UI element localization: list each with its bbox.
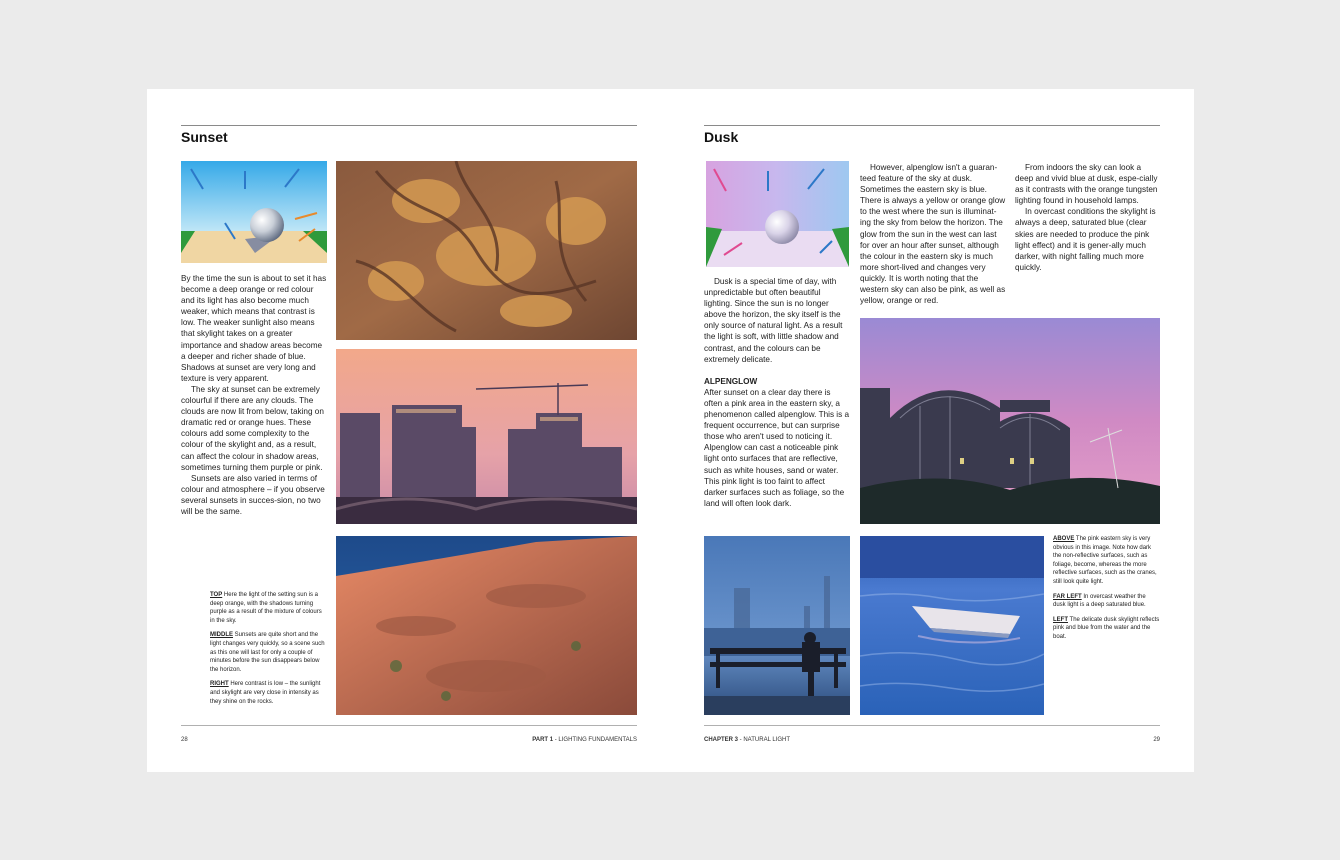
running-footer-left: [532, 737, 637, 743]
caption-key-middle: MIDDLE: [210, 632, 233, 639]
dusk-column-1: [704, 276, 850, 509]
caption-text-far-left: In overcast weather the dusk light is a deep saturated blue.: [1053, 593, 1146, 609]
caption-text-middle: Sunsets are quite short and the light changes very quickly, so a scene such as this one will last for only a couple of minutes before the sun disappears below the horizon.: [210, 632, 325, 673]
footer-part-label: PART 1: [532, 737, 554, 743]
caption-text-left: The delicate dusk skylight reflects pink and blue from the water and the boat.: [1053, 616, 1160, 640]
alpenglow-subheading: ALPENGLOW: [704, 376, 758, 386]
caption-text-right: Here contrast is low – the sunlight and skylight are very close in intensity as they shine on the rocks.: [210, 681, 321, 705]
page-title-sunset: Sunset: [181, 129, 228, 145]
caption-text-top: Here the light of the setting sun is a deep orange, with the shadows turning purple as a result of the mixture of colours in the sky.: [210, 592, 322, 624]
caption-key-top: TOP: [210, 592, 223, 598]
top-rule-right: [704, 125, 1160, 126]
dusk-paragraph-col2: However, alpenglow isn't a guaran-teed feature of the sky at dusk. Sometimes the eastern sky is blue. There is always a yellow or orange glow to the west where the sun is illuminat-ing the sky from below the horizon. The glow from the sun in the west can last for over an hour after sunset, although the colour in the eastern sky is much more short-lived and changes very quickly. It is worth noting that the western sky can also be pink, as well as yellow, orange or red.: [860, 163, 1006, 306]
photo-building-pink-sky: [860, 318, 1160, 524]
caption-key-right: RIGHT: [210, 681, 229, 688]
dusk-intro-paragraph: Dusk is a special time of day, with unpredictable but often beautiful lighting. Since the sun is no longer above the horizon, the sky itself is the only source of natural light. As a result the light is soft, with little shadow and contrast, and the colours can be extremely delicate.: [704, 277, 843, 364]
sunset-lighting-diagram: [181, 161, 327, 263]
top-rule-left: [181, 125, 637, 126]
alpenglow-paragraph: After sunset on a clear day there is often a pink area in the eastern sky, a phenomenon called alpenglow. This is a frequent occurrence, but can surprise those who aren't used to noticing it. Alpenglow can cast a noticeable pink light onto surfaces that are reflective, such as white houses, sand or water. This pink light is too faint to affect darker surfaces such as foliage, so the land will often look dark.: [704, 387, 850, 508]
photo-bench-overcast: [704, 536, 850, 715]
bottom-rule-right: [704, 725, 1160, 726]
caption-key-above: ABOVE: [1053, 536, 1075, 542]
footer-chapter-title: - NATURAL LIGHT: [738, 737, 791, 743]
dusk-column-2: [860, 162, 1006, 306]
sunset-body-text: [181, 273, 327, 517]
caption-text-above: The pink eastern sky is very obvious in this image. Note how dark the non-reflective surfaces, such as foliage, become, whereas the more reflective surfaces, such as the cranes, still look quite light.: [1053, 536, 1157, 585]
running-footer-right: [704, 737, 790, 743]
dusk-captions: [1053, 535, 1160, 648]
photo-boat-water: [860, 536, 1044, 715]
photo-city-sunset: [336, 349, 637, 524]
page-number-left: 28: [181, 737, 188, 743]
footer-chapter-label: CHAPTER 3: [704, 737, 739, 743]
dusk-paragraph-indoors: From indoors the sky can look a deep and vivid blue at dusk, espe-cially as it contrasts with the orange tungsten lighting found in household lamps.: [1015, 163, 1158, 206]
caption-key-left: LEFT: [1053, 616, 1068, 623]
dusk-paragraph-overcast: In overcast conditions the skylight is always a deep, saturated blue (clear skies are needed to produce the pink light effect) and it is gener-ally much darker, with night falling much more quickly.: [1015, 207, 1156, 272]
page-number-right: 29: [1153, 737, 1160, 743]
dusk-column-3: [1015, 162, 1160, 273]
footer-section-label: - LIGHTING FUNDAMENTALS: [553, 737, 637, 743]
sunset-paragraph-2: The sky at sunset can be extremely colourful if there are any clouds. The clouds are now lit from below, taking on dramatic red or orange hues. These colours add some complexity to the colour of the skylight and, as a result, can affect the colour in shadow areas, sometimes turning them purple or pink.: [181, 384, 324, 472]
caption-key-far-left: FAR LEFT: [1053, 593, 1082, 600]
bottom-rule-left: [181, 725, 637, 726]
sunset-paragraph-1: By the time the sun is about to set it has become a deep orange or red colour and its light has also become much weaker, which means that contrast is low. The weaker sunlight also means that skylight takes on a greater importance and shadow areas become a deeper and richer shade of blue. Shadows at sunset are very long and texture is very apparent.: [181, 274, 327, 383]
dusk-lighting-diagram: [706, 161, 849, 267]
sunset-captions: [210, 591, 326, 712]
photo-rocky-coast: [336, 536, 637, 715]
photo-rock-texture: [336, 161, 637, 340]
sunset-paragraph-3: Sunsets are also varied in terms of colour and atmosphere – if you observe several sunsets in succes-sion, no two will be the same.: [181, 473, 325, 516]
page-title-dusk: Dusk: [704, 129, 739, 145]
